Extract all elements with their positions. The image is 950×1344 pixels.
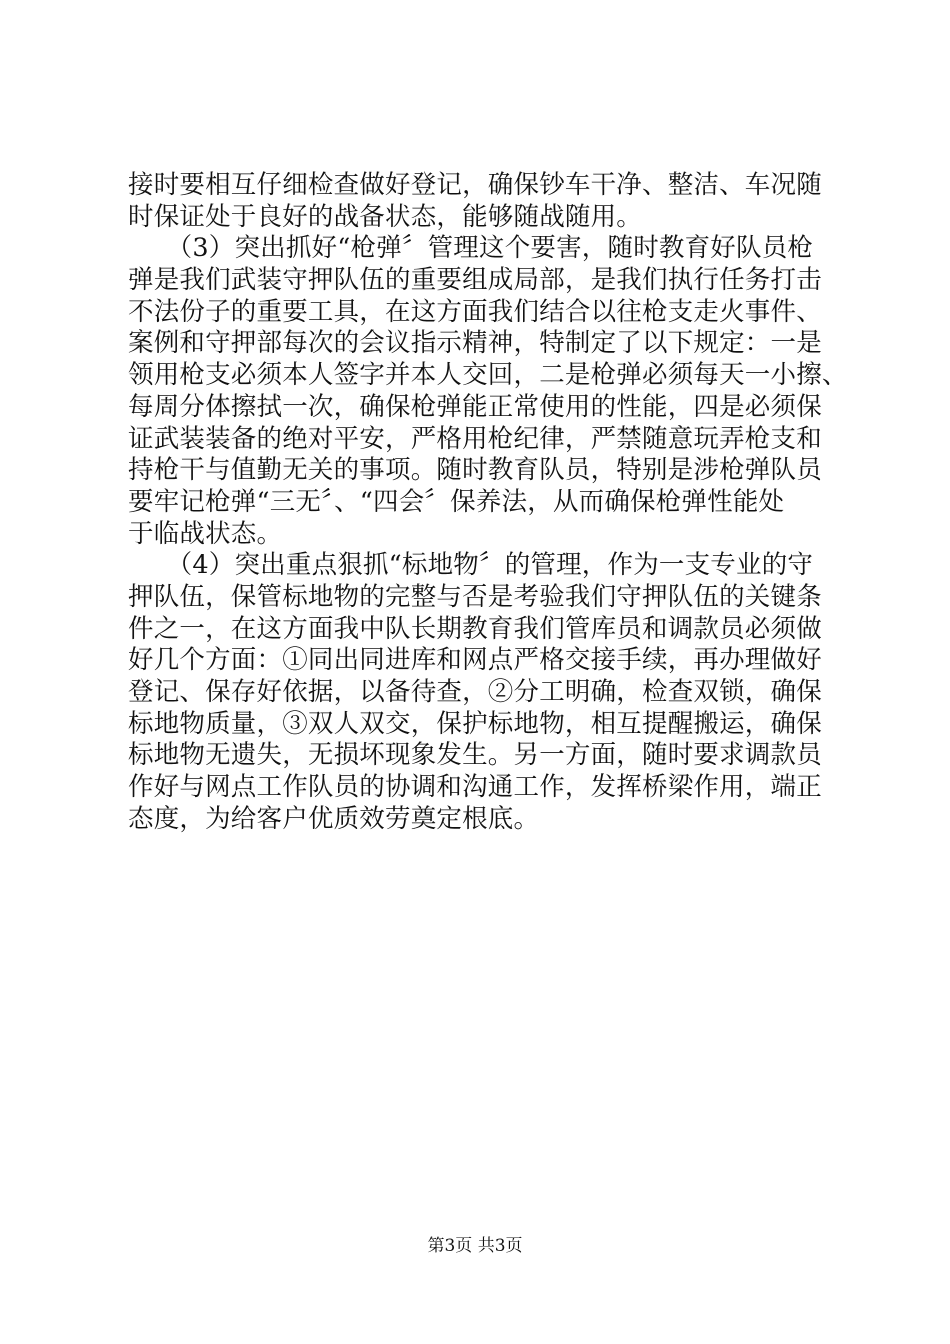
text-line: 不法份子的重要工具，在这方面我们结合以往枪支走火事件、 — [128, 296, 822, 327]
page-number-label: 第3页 共3页 — [427, 1236, 523, 1256]
text-line: 要牢记枪弹“三无〞、“四会〞保养法，从而确保枪弹性能处 — [128, 486, 785, 517]
text-line: 案例和守押部每次的会议指示精神，特制定了以下规定：一是 — [128, 328, 822, 359]
text-line: （4）突出重点狠抓“标地物〞的管理，作为一支专业的守 — [128, 550, 814, 581]
text-line: 弹是我们武装守押队伍的重要组成局部，是我们执行任务打击 — [128, 265, 822, 296]
text-line: 领用枪支必须本人签字并本人交回，二是枪弹必须每天一小擦、 — [128, 360, 848, 391]
text-line: 于临战状态。 — [128, 518, 283, 549]
page-footer — [0, 1236, 950, 1256]
text-line: 时保证处于良好的战备状态，能够随战随用。 — [128, 201, 643, 232]
text-line: 作好与网点工作队员的协调和沟通工作，发挥桥梁作用，端正 — [128, 772, 822, 803]
text-line: 标地物质量，③双人双交，保护标地物，相互提醒搬运，确保 — [128, 708, 822, 739]
text-line: 每周分体擦拭一次，确保枪弹能正常使用的性能，四是必须保 — [128, 391, 822, 422]
document-body — [128, 170, 848, 835]
text-line: 押队伍，保管标地物的完整与否是考验我们守押队伍的关键条 — [128, 581, 822, 612]
text-line: 标地物无遗失，无损坏现象发生。另一方面，随时要求调款员 — [128, 740, 822, 771]
text-line: （3）突出抓好“枪弹〞管理这个要害，随时教育好队员枪 — [128, 233, 814, 264]
text-line: 持枪干与值勤无关的事项。随时教育队员，特别是涉枪弹队员 — [128, 455, 822, 486]
text-line: 证武装装备的绝对平安，严格用枪纪律，严禁随意玩弄枪支和 — [128, 423, 822, 454]
text-line: 件之一，在这方面我中队长期教育我们管库员和调款员必须做 — [128, 613, 822, 644]
text-line: 好几个方面：①同出同进库和网点严格交接手续，再办理做好 — [128, 645, 822, 676]
text-line: 接时要相互仔细检查做好登记，确保钞车干净、整洁、车况随 — [128, 170, 822, 200]
text-line: 登记、保存好依据，以备待查，②分工明确，检查双锁，确保 — [128, 677, 822, 707]
text-line: 态度，为给客户优质效劳奠定根底。 — [128, 803, 540, 834]
